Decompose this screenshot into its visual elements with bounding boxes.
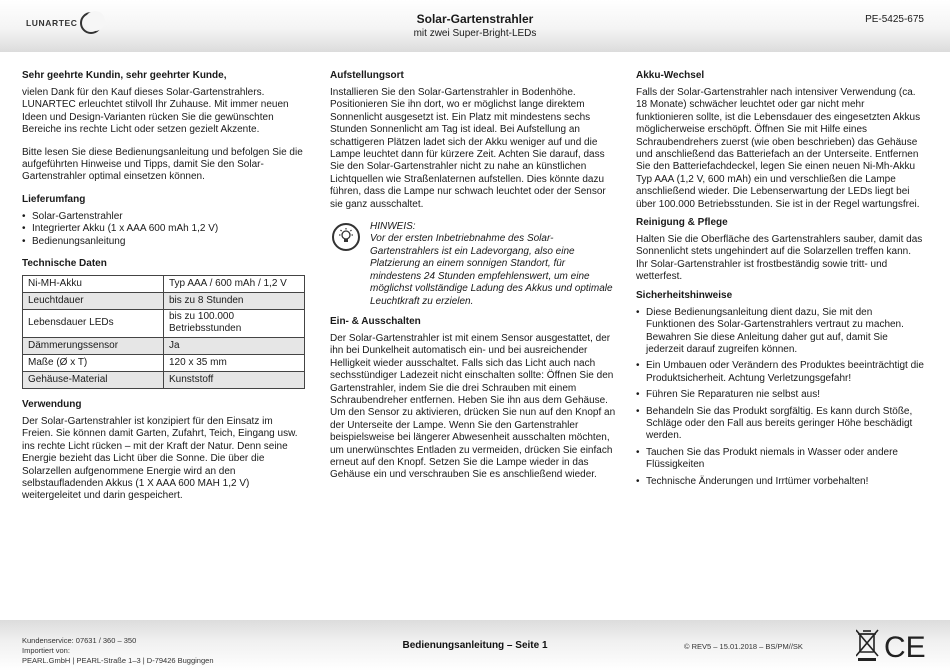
list-item: • Bedienungsanleitung	[22, 236, 305, 248]
column-right	[636, 70, 924, 492]
tech-heading: Technische Daten	[22, 258, 107, 270]
battery-heading: Akku-Wechsel	[636, 70, 705, 81]
list-item: • Solar-Gartenstrahler	[22, 211, 305, 223]
note-box	[330, 221, 617, 308]
onoff-text: Der Solar-Gartenstrahler ist mit einem Sensor ausgestattet, der ihn bei Dunkelheit automatisch ein- und bei ausreichender Helligkeit wieder ausschaltet. Falls sich das Licht auch nach sechsstündiger Ladezeit nicht einschalten sollte: Öffnen Sie den Gartenstrahler, indem Sie die drei Schrauben mit einem Schraubendreher entfernen. Heben Sie ihn aus dem Gehäuse. Um den Sensor zu aktivieren, drücken Sie nun auf den Knopf an der Unterseite der Lampe. Wenn Sie den Gartenstrahler beispielsweise bei längerer Abwesenheit ausschalten möchten, um unerwünschtes Entladen zu vermeiden, drücken Sie einfach erneut auf den Knopf. Setzen Sie die Lampe wieder in das Gehäuse ein und verschrauben Sie es anschließend wieder.	[330, 332, 616, 481]
table-value: 120 x 35 mm	[164, 354, 305, 371]
importer-address: PEARL.GmbH | PEARL-Straße 1–3 | D-79426 Buggingen	[22, 656, 214, 665]
table-key: Maße (Ø x T)	[23, 354, 164, 371]
table-row	[23, 293, 305, 310]
safety-list	[636, 307, 924, 488]
battery-text: Falls der Solar-Gartenstrahler nach intensiver Verwendung (ca. 18 Monate) schwächer leuchtet oder gar nicht mehr funktionieren sollte, ist die Lebensdauer des eingesetzten Akkus möglicherweise erschöpft. Öffnen Sie mit Hilfe eines Schraubendrehers zuerst (wie oben beschrieben) das Gehäuse und anschließend das Batteriefach an der Unterseite. Entfernen Sie den Batteriefachdeckel, legen Sie einen neuen Ni-Mh-Akku Typ AAA (1,2 V, 600 mAh) ein und verschließen die Lampe anschließend wieder. Die Lebenserwartung der LEDs liegt bei über 100.000 Betriebsstunden. Sie ist in der Regel wartungsfrei.	[636, 87, 921, 210]
table-value: Ja	[164, 337, 305, 354]
note-title: HINWEIS:	[370, 221, 416, 233]
setup-text: Installieren Sie den Solar-Gartenstrahler in Bodenhöhe. Positionieren Sie ihn dort, wo er möglichst lange direktem Sonnenlicht ausgesetzt ist. Ein Platz mit mindestens sechs Stunden Sonnenlicht am Tag ist ideal. Bei Aufstellung an schattigeren Plätzen ladet sich der Akku weniger auf und die Lampe leuchtet dann für kürzere Zeit. Achten Sie darauf, dass Sie den Solar-Gartenstrahler nicht zu nahe an künstlichen Lichtquellen wie Straßenlaternen aufstellen. Dies könnte dazu führen, dass die Lampe nur schwach leuchtet oder der Sensor sie ganz ausschaltet.	[330, 87, 606, 210]
safety-heading: Sicherheitshinweise	[636, 289, 733, 301]
importer-label: Importiert von:	[22, 646, 70, 655]
table-row	[23, 276, 305, 293]
customer-service: Kundenservice: 07631 / 360 – 350	[22, 636, 137, 645]
greeting: Sehr geehrte Kundin, sehr geehrter Kunde,	[22, 70, 227, 81]
table-row	[23, 371, 305, 388]
scope-heading: Lieferumfang	[22, 193, 86, 205]
logo-text: LUNARTEC	[26, 18, 78, 28]
lightbulb-icon	[332, 223, 360, 251]
table-key: Dämmerungssensor	[23, 337, 164, 354]
list-item: • Führen Sie Reparaturen nie selbst aus!	[636, 389, 924, 401]
onoff-heading: Ein- & Ausschalten	[330, 315, 421, 327]
compliance-marks	[856, 628, 932, 664]
product-code: PE-5425-675	[865, 14, 924, 25]
table-value: bis zu 8 Stunden	[164, 293, 305, 310]
list-item: • Diese Bedienungsanleitung dient dazu, Sie mit den Funktionen des Solar-Gartenstrahlers vertraut zu machen. Bewahren Sie diese Anleitung daher gut auf, damit Sie jederzeit darauf zugreifen können.	[636, 307, 924, 357]
list-item: • Behandeln Sie das Produkt sorgfältig. Es kann durch Stöße, Schläge oder den Fall aus bereits geringer Höhe beschädigt werden.	[636, 406, 924, 443]
intro-text: vielen Dank für den Kauf dieses Solar-Gartenstrahlers. LUNARTEC erleuchtet stilvoll Ihr Zuhause. Mit immer neuen Ideen und Design-Varianten rücken Sie die gewünschten Bereiche ins rechte Licht oder setzen gezielt Akzente.	[22, 87, 289, 136]
list-item: • Ein Umbauen oder Verändern des Produktes beeinträchtigt die Produktsicherheit. Achtung Verletzungsgefahr!	[636, 360, 924, 385]
table-value: bis zu 100.000 Betriebsstunden	[164, 310, 305, 338]
care-heading: Reinigung & Pflege	[636, 217, 728, 229]
table-key: Leuchtdauer	[23, 293, 164, 310]
column-left	[22, 70, 305, 503]
ce-mark: CE	[884, 631, 926, 662]
tech-table	[22, 275, 305, 389]
table-row	[23, 337, 305, 354]
table-key: Gehäuse-Material	[23, 371, 164, 388]
care-text: Halten Sie die Oberfläche des Gartenstrahlers sauber, damit das Sonnenlicht stets ungehindert auf die Solarzellen treffen kann. Ihr Solar-Gartenstrahler ist frostbeständig sowie tritt- und wetterfest.	[636, 234, 923, 283]
revision-info: © REV5 – 15.01.2018 – BS/PM//SK	[684, 642, 803, 651]
table-value: Typ AAA / 600 mAh / 1,2 V	[164, 276, 305, 293]
table-row	[23, 354, 305, 371]
page-footer	[0, 620, 950, 671]
page-label: Bedienungsanleitung – Seite 1	[402, 640, 548, 651]
page-header	[0, 0, 950, 52]
table-row	[23, 310, 305, 338]
setup-heading: Aufstellungsort	[330, 70, 404, 81]
column-middle	[330, 70, 617, 482]
use-heading: Verwendung	[22, 398, 82, 410]
list-item: • Integrierter Akku (1 x AAA 600 mAh 1,2 V)	[22, 223, 305, 235]
table-value: Kunststoff	[164, 371, 305, 388]
document-title: Solar-Gartenstrahler	[416, 12, 534, 26]
list-item: • Tauchen Sie das Produkt niemals in Wasser oder andere Flüssigkeiten	[636, 447, 924, 472]
read-note: Bitte lesen Sie diese Bedienungsanleitung und befolgen Sie die aufgeführten Hinweise und Tipps, damit Sie den Solar-Gartenstrahler optimal einsetzen können.	[22, 146, 303, 183]
list-item: • Technische Änderungen und Irrtümer vorbehalten!	[636, 476, 924, 488]
document-subtitle: mit zwei Super-Bright-LEDs	[413, 28, 537, 39]
note-text: Vor der ersten Inbetriebnahme des Solar-Gartenstrahlers ist ein Ladevorgang, also eine Platzierung an einem sonnigen Standort, für mindestens 24 Stunden empfehlenswert, um eine möglichst vollständige Ladung des Akkus und optimale Leuchtkraft zu erzielen.	[370, 233, 613, 307]
table-key: Ni-MH-Akku	[23, 276, 164, 293]
table-key: Lebensdauer LEDs	[23, 310, 164, 338]
scope-list	[22, 211, 305, 248]
weee-ce-icon	[856, 628, 932, 662]
use-text: Der Solar-Gartenstrahler ist konzipiert für den Einsatz im Freien. Sie können damit Garten, Zufahrt, Teich, Eingang usw. ins rechte Licht rücken – mit der Kraft der Natur. Denn seine Energie bezieht das Licht über die Sonne. Die über die Solarzellen aufgenommene Energie wird an den selbstaufladenden Akkus (1 X AAA 600 MAH 1,2 V) weitergeleitet und darin gespeichert.	[22, 415, 298, 502]
